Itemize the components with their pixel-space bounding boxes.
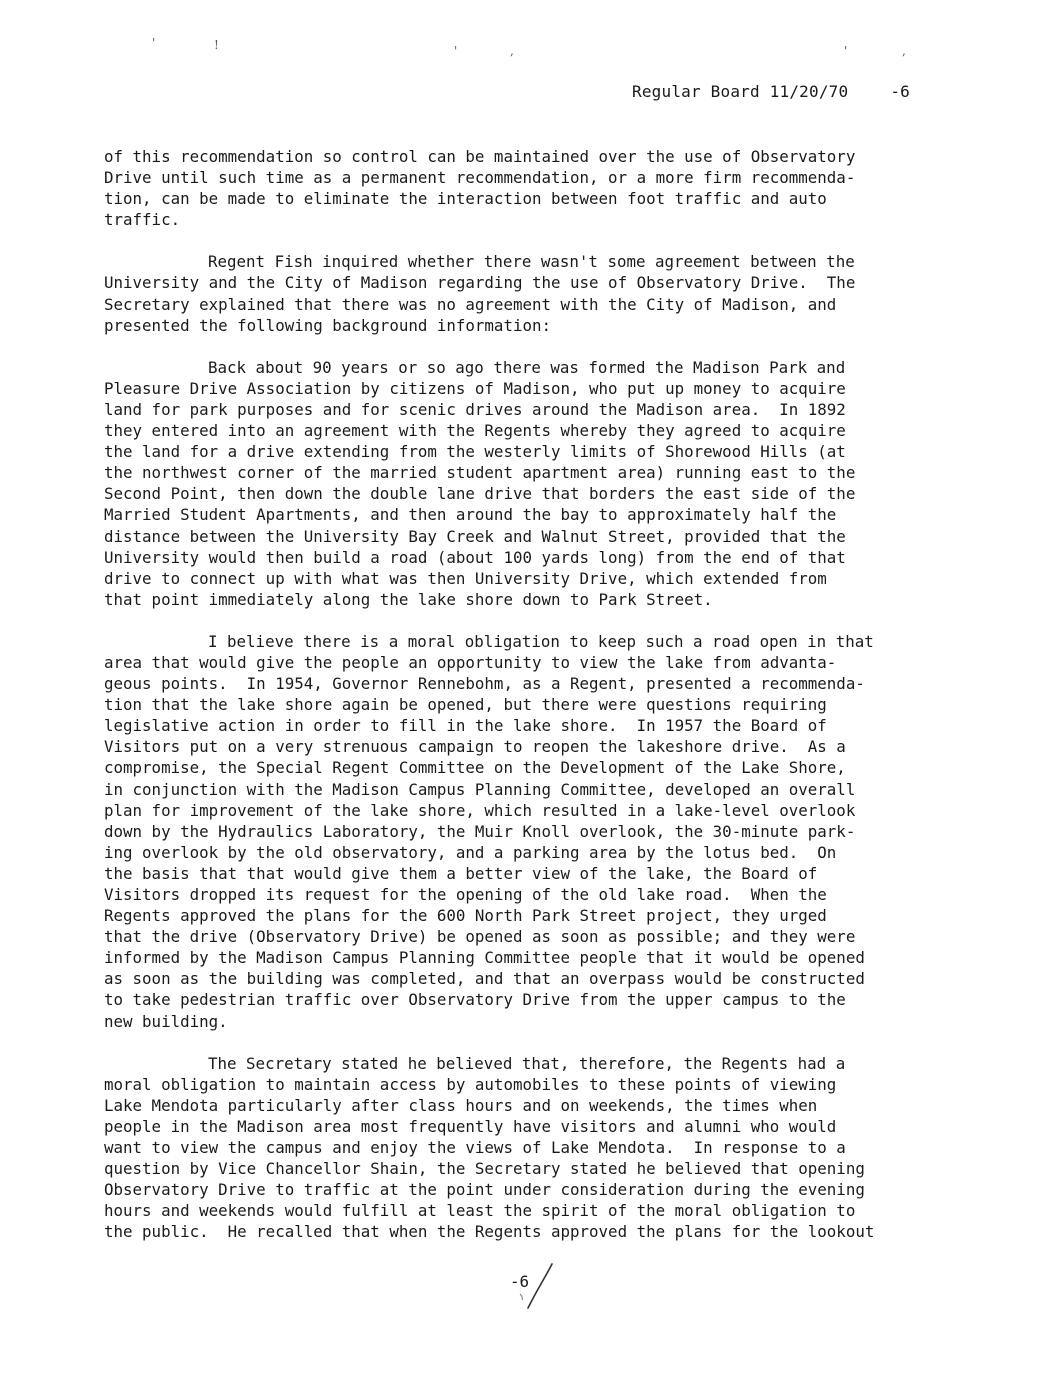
text-line: plan for improvement of the lake shore, which resulted in a lake-level overlook (104, 800, 856, 820)
text-line: in conjunction with the Madison Campus Planning Committee, developed an overall (104, 779, 856, 799)
text-line: Drive until such time as a permanent recommendation, or a more firm recommenda- (104, 168, 856, 188)
text-line: Visitors dropped its request for the opening of the old lake road. When the (104, 885, 827, 904)
text-line: area that would give the people an opportunity to view the lake from advanta- (104, 652, 837, 672)
text-line: new building. (104, 1011, 228, 1031)
footer-page-marker: -6 (510, 1272, 530, 1291)
scan-specks: ' ! ' , ' , (152, 36, 906, 58)
text-line: Regent Fish inquired whether there wasn't some agreement between the (208, 252, 855, 272)
paragraph (104, 146, 964, 230)
text-line: Visitors put on a very strenuous campaign to reopen the lakeshore drive. As a (104, 737, 846, 757)
text-line: Secretary explained that there was no agreement with the City of Madison, and (104, 294, 837, 314)
paragraph (104, 1053, 964, 1243)
text-line: of this recommendation so control can be maintained over the use of Observatory (104, 147, 856, 166)
text-line: moral obligation to maintain access by automobiles to these points of viewing (104, 1074, 837, 1094)
text-line: that point immediately along the lake shore down to Park Street. (104, 589, 713, 609)
paragraph (104, 251, 964, 335)
text-line: informed by the Madison Campus Planning Committee people that it would be opened (104, 948, 865, 968)
text-line: the public. He recalled that when the Regents approved the plans for the lookout (104, 1222, 875, 1242)
text-line: presented the following background information: (104, 315, 551, 335)
paragraph-gap (104, 610, 964, 631)
header-page-number: -6 (890, 82, 910, 101)
text-line: Married Student Apartments, and then around the bay to approximately half the (104, 505, 837, 525)
text-line: Observatory Drive to traffic at the point under consideration during the evening (104, 1180, 865, 1200)
paragraph (104, 357, 964, 610)
text-line: question by Vice Chancellor Shain, the Secretary stated he believed that opening (104, 1159, 865, 1179)
text-line: tion that the lake shore again be opened, but there were questions requiring (104, 695, 827, 715)
text-line: distance between the University Bay Creek and Walnut Street, provided that the (104, 526, 846, 546)
text-line: I believe there is a moral obligation to keep such a road open in that (208, 631, 874, 651)
text-line: the basis that that would give them a better view of the lake, the Board of (104, 863, 818, 883)
text-line: compromise, the Special Regent Committee on the Development of the Lake Shore, (104, 758, 846, 778)
text-line: Regents approved the plans for the 600 North Park Street project, they urged (104, 906, 827, 926)
page-footer (508, 1262, 568, 1312)
text-line: land for park purposes and for scenic drives around the Madison area. In 1892 (104, 399, 846, 419)
text-line: ing overlook by the old observatory, and a parking area by the lotus bed. On (104, 842, 837, 862)
text-line: tion, can be made to eliminate the interaction between foot traffic and auto (104, 189, 827, 209)
text-line: University and the City of Madison regarding the use of Observatory Drive. The (104, 273, 856, 293)
text-line: to take pedestrian traffic over Observatory Drive from the upper campus to the (104, 990, 846, 1010)
text-line: down by the Hydraulics Laboratory, the Muir Knoll overlook, the 30-minute park- (104, 821, 856, 841)
paragraph-gap (104, 230, 964, 251)
header-title: Regular Board 11/20/70 (632, 82, 849, 101)
text-line: that the drive (Observatory Drive) be opened as soon as possible; and they were (104, 927, 856, 947)
text-line: they entered into an agreement with the Regents whereby they agreed to acquire (104, 421, 846, 441)
text-line: Pleasure Drive Association by citizens of Madison, who put up money to acquire (104, 378, 846, 398)
text-line: geous points. In 1954, Governor Rennebohm, as a Regent, presented a recommenda- (104, 674, 865, 694)
text-line: University would then build a road (about 100 yards long) from the end of that (104, 547, 846, 567)
text-line: drive to connect up with what was then University Drive, which extended from (104, 568, 827, 588)
paragraph (104, 631, 964, 1032)
text-line: legislative action in order to fill in the lake shore. In 1957 the Board of (104, 716, 827, 736)
text-line: as soon as the building was completed, and that an overpass would be constructed (104, 969, 865, 989)
text-line: the land for a drive extending from the westerly limits of Shorewood Hills (at (104, 442, 846, 462)
paragraph-gap (104, 336, 964, 357)
handwritten-slash-mark (508, 1262, 568, 1312)
text-line: Second Point, then down the double lane drive that borders the east side of the (104, 484, 856, 504)
text-line: people in the Madison area most frequently have visitors and alumni who would (104, 1116, 837, 1136)
text-line: The Secretary stated he believed that, therefore, the Regents had a (208, 1053, 846, 1073)
page-header (632, 82, 910, 101)
text-line: the northwest corner of the married student apartment area) running east to the (104, 463, 856, 483)
text-line: want to view the campus and enjoy the views of Lake Mendota. In response to a (104, 1138, 846, 1158)
text-line: traffic. (104, 210, 181, 230)
paragraph-gap (104, 1032, 964, 1053)
text-line: Lake Mendota particularly after class hours and on weekends, the times when (104, 1095, 818, 1115)
text-line: hours and weekends would fulfill at least the spirit of the moral obligation to (104, 1201, 856, 1221)
document-body (104, 146, 964, 1243)
text-line: Back about 90 years or so ago there was formed the Madison Park and (208, 357, 846, 377)
